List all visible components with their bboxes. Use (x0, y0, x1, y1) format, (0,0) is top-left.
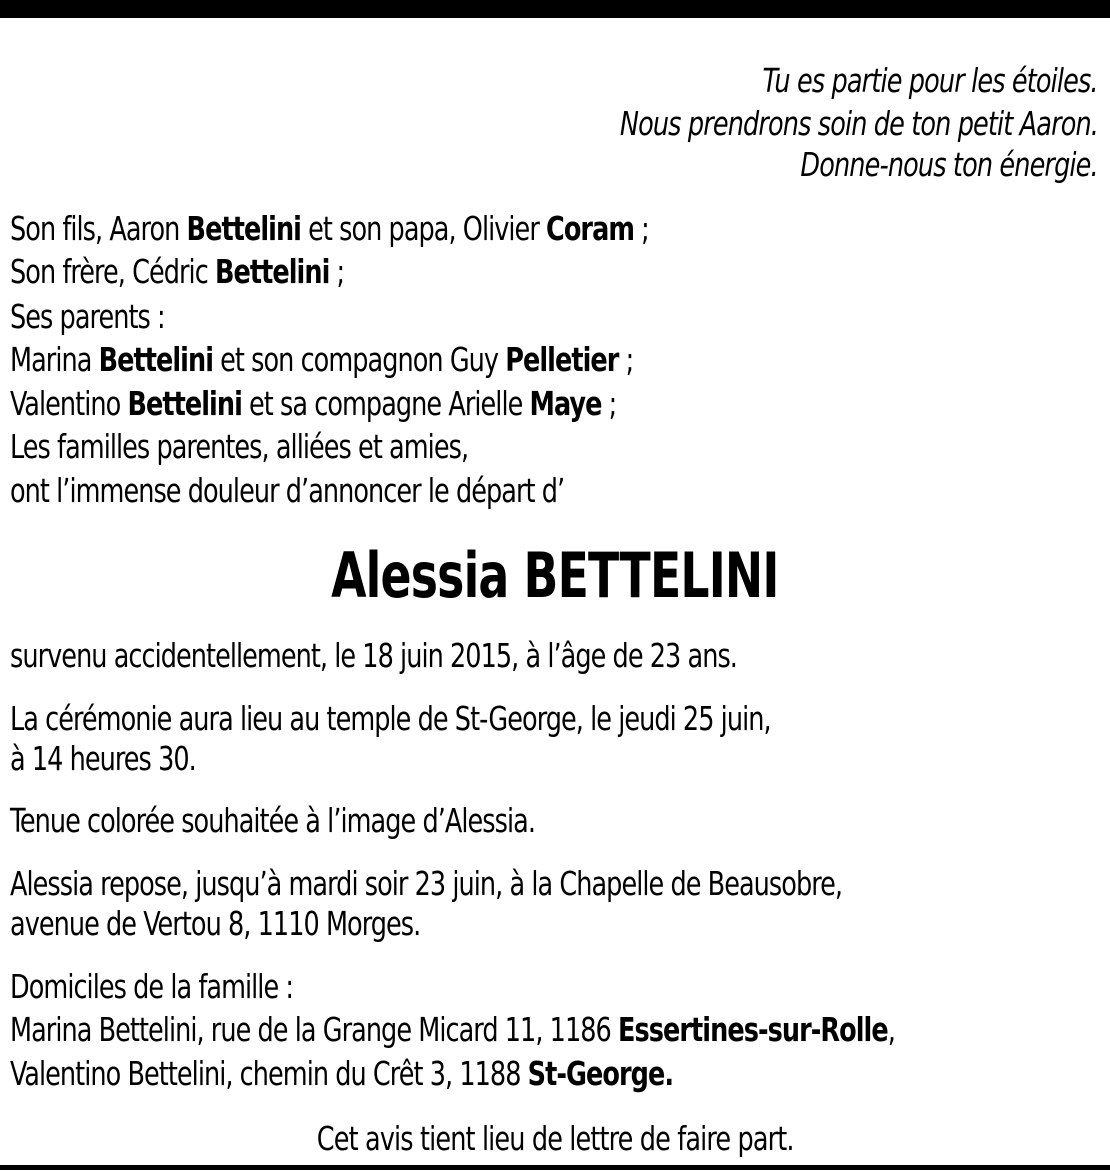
family-line-mother (10, 338, 633, 382)
text: et sa compagne Arielle (241, 384, 530, 423)
death-date-line: survenu accidentellement, le 18 juin 2015, à l’âge de 23 ans. (10, 636, 737, 675)
poem-line-1: Tu es partie pour les étoiles. (762, 61, 1098, 100)
domiciles-title: Domiciles de la famille : (10, 967, 294, 1006)
family-line-son (10, 207, 649, 251)
surname: Bettelini (127, 384, 242, 423)
text: et son papa, Olivier (300, 209, 547, 248)
domicile-line-2 (10, 1052, 673, 1096)
surname: Bettelini (214, 252, 330, 291)
poem-line-2: Nous prendrons soin de ton petit Aaron. (619, 104, 1098, 143)
town: Essertines-sur-Rolle (618, 1010, 888, 1049)
poem-line-3: Donne-nous ton énergie. (800, 145, 1098, 184)
surname: Coram (546, 209, 635, 248)
ceremony-line-2: à 14 heures 30. (10, 739, 196, 778)
family-line-relatives: Les familles parentes, alliées et amies, (10, 427, 469, 466)
dress-code-line: Tenue colorée souhaitée à l’image d’Alessia. (10, 801, 536, 840)
text: ; (601, 384, 617, 423)
text: Valentino Bettelini, chemin du Crêt 3, 1188 (10, 1054, 528, 1093)
deceased-name-text: Alessia BETTELINI (331, 539, 779, 612)
family-line-father (10, 382, 616, 426)
surname: Bettelini (98, 340, 214, 379)
text: Son fils, Aaron (10, 209, 187, 248)
rest-line-1: Alessia repose, jusqu’à mardi soir 23 juin, à la Chapelle de Beausobre, (10, 864, 843, 903)
bottom-border (0, 1165, 1110, 1170)
text: Valentino (10, 384, 128, 423)
rest-line-2: avenue de Vertou 8, 1110 Morges. (10, 904, 421, 943)
domicile-line-1 (10, 1008, 895, 1052)
top-border (0, 0, 1110, 18)
town: St-George. (527, 1054, 674, 1093)
text: ; (618, 340, 634, 379)
text: ; (634, 209, 649, 248)
family-line-brother (10, 250, 344, 294)
family-line-announce: ont l’immense douleur d’annoncer le départ d’ (10, 471, 565, 510)
surname: Bettelini (186, 209, 301, 248)
text: ; (329, 252, 345, 291)
family-line-parents-title: Ses parents : (10, 297, 165, 336)
text: Marina (10, 340, 99, 379)
text: Marina Bettelini, rue de la Grange Micard 11, 1186 (10, 1010, 619, 1049)
closing-note (0, 1117, 1110, 1161)
closing-note-text: Cet avis tient lieu de lettre de faire part. (316, 1119, 794, 1158)
deceased-name (0, 540, 1110, 612)
text: , (887, 1010, 895, 1049)
text: Son frère, Cédric (10, 252, 215, 291)
surname: Maye (529, 384, 602, 423)
text: et son compagnon Guy (213, 340, 506, 379)
ceremony-line-1: La cérémonie aura lieu au temple de St-George, le jeudi 25 juin, (10, 699, 771, 738)
surname: Pelletier (505, 340, 619, 379)
